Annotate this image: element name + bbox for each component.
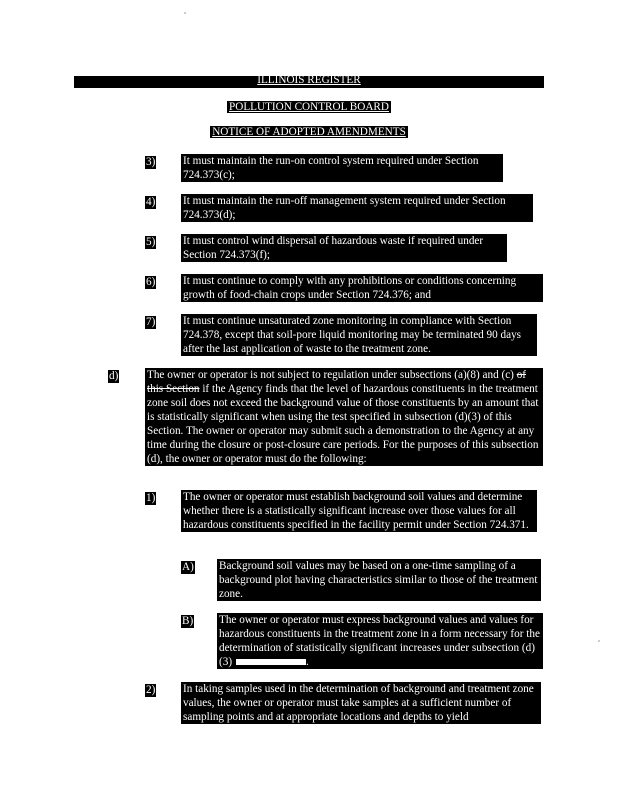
sub-dA-label: A) <box>182 561 194 573</box>
section-d-text <box>145 368 543 466</box>
item-4-text: It must maintain the run-off management system required under Section 724.373(d); <box>181 194 533 222</box>
redaction-mark <box>236 659 306 665</box>
section-d-struck-text: of this Section <box>147 369 527 395</box>
item-3-text: It must maintain the run-on control system required under Section 724.373(c); <box>181 154 503 182</box>
sub-dB-text <box>217 613 543 669</box>
board-title-text: POLLUTION CONTROL BOARD <box>229 101 389 113</box>
item-4-label: 4) <box>146 196 156 208</box>
board-title <box>0 101 618 114</box>
item-6-text: It must continue to comply with any prohibitions or conditions concerning growth of food-chain crops under Section 724.376; and <box>181 274 543 302</box>
scan-speck <box>598 640 600 642</box>
sub-dA-text: Background soil values may be based on a one-time sampling of a background plot having characteristics similar to those of the treatment zone. <box>217 559 541 601</box>
item-7-label: 7) <box>146 316 156 328</box>
sub-dB-text-tail: . <box>306 656 309 668</box>
item-5-text: It must control wind dispersal of hazardous waste if required under Section 724.373(f); <box>181 234 507 262</box>
sub-d1-text: The owner or operator must establish background soil values and determine whether there is a statistically significant increase over those values for all hazardous constituents specified in the facility permit under Section 724.371. <box>181 490 537 532</box>
notice-title <box>0 126 618 139</box>
sub-dB-text-main: The owner or operator must express background values and values for hazardous constituents in the treatment zone in a form necessary for the determination of statistically significant increases under subsection (d)(3) <box>219 614 540 668</box>
item-6-label: 6) <box>146 276 156 288</box>
section-d-text-rest: if the Agency finds that the level of hazardous constituents in the treatment zone soil does not exceed the background value of those constituents by an amount that is statistically significant when using the test specified in subsection (d)(3) of this Section. The owner or operator may submit such a demonstration to the Agency at any time during the closure or post-closure care periods. For the purposes of this subsection (d), the owner or operator must do the following: <box>147 383 539 465</box>
register-title-text: ILLINOIS REGISTER <box>257 74 361 86</box>
section-d-text-start: The owner or operator is not subject to regulation under subsections (a)(8) and (c) <box>147 369 514 381</box>
item-7-text: It must continue unsaturated zone monitoring in compliance with Section 724.378, except that soil-pore liquid monitoring may be terminated 90 days after the last application of waste to the treatment zone. <box>181 314 537 356</box>
sub-d2-label: 2) <box>146 684 156 696</box>
notice-title-text: NOTICE OF ADOPTED AMENDMENTS <box>212 126 406 138</box>
item-3-label: 3) <box>146 156 156 168</box>
section-d-label: d) <box>109 370 119 382</box>
sub-d1-label: 1) <box>146 492 156 504</box>
register-title <box>0 74 618 87</box>
sub-d2-text: In taking samples used in the determination of background and treatment zone values, the owner or operator must take samples at a sufficient number of sampling points and at appropriate locations and depths to yield <box>181 682 541 724</box>
sub-dB-label: B) <box>182 615 194 627</box>
item-5-label: 5) <box>146 236 156 248</box>
scan-speck <box>184 12 186 14</box>
